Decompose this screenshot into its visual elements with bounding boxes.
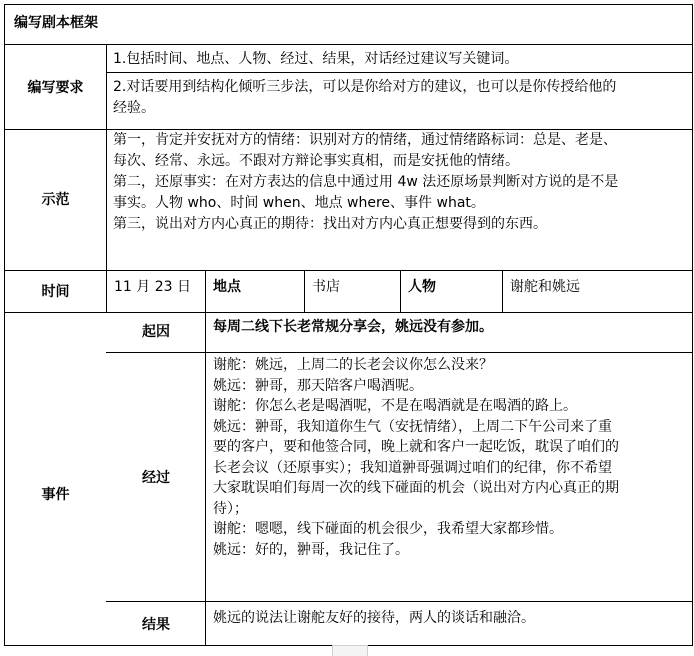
example-label: 示范	[41, 192, 70, 208]
result-label: 结果	[142, 617, 170, 633]
process-line: 要的客户，要和他签合同，晚上就和客户一起吃饭，耽误了咱们的	[213, 439, 619, 455]
process-line: 谢舵：姚远，上周二的长老会议你怎么没来？	[213, 357, 493, 373]
example-line: 第三，说出对方内心真正的期待：找出对方内心真正想要得到的东西。	[113, 216, 547, 232]
requirement-item-1: 1.包括时间、地点、人物、经过、结果，对话经过建议写关键词。	[113, 51, 519, 67]
col-line-main	[106, 44, 107, 312]
requirement-item-2-line-2: 经验。	[113, 100, 155, 116]
table-border-top	[4, 4, 693, 5]
process-line: 谢舵：你怎么老是喝酒呢，不是在喝酒就是在喝酒的路上。	[213, 398, 577, 414]
col-line-time-value	[304, 270, 305, 312]
people-value: 谢舵和姚远	[510, 279, 580, 295]
cause-label: 起因	[142, 324, 170, 340]
event-label: 事件	[41, 487, 70, 503]
page-title: 编写剧本框架	[14, 15, 98, 31]
row-line-time	[4, 312, 693, 313]
requirement-item-2-line-1: 2.对话要用到结构化倾听三步法，可以是你给对方的建议，也可以是你传授给他的	[113, 79, 617, 95]
col-line-people-value	[502, 270, 503, 312]
time-value: 11 月 23 日	[114, 279, 191, 295]
table-border-left	[4, 4, 5, 646]
row-line-example	[4, 270, 693, 271]
people-label: 人物	[408, 279, 436, 295]
example-line: 第二，还原事实：在对方表达的信息中通过用 4w 法还原场景判断对方说的是不是	[113, 174, 619, 190]
col-line-place-value	[400, 270, 401, 312]
process-line: 大家耽误咱们每周一次的线下碰面的机会（说出对方内心真正的期	[213, 480, 619, 496]
process-line: 姚远：翀哥，那天陪客户喝酒呢。	[213, 377, 423, 394]
row-line-process	[106, 601, 693, 602]
example-line: 每次、经常、永远。不跟对方辩论事实真相，而是安抚他的情绪。	[113, 153, 519, 169]
row-line-cause	[106, 352, 693, 353]
place-label: 地点	[213, 279, 241, 295]
row-line-req-inner	[106, 72, 693, 73]
process-label: 经过	[142, 470, 170, 486]
process-line: 长老会议（还原事实）；我知道翀哥强调过咱们的纪律，你不希望	[213, 459, 612, 476]
process-line: 待）；	[213, 500, 248, 517]
place-value: 书店	[312, 279, 340, 295]
table-border-right	[692, 4, 693, 646]
process-line: 姚远：好的，翀哥，我记住了。	[213, 541, 409, 558]
process-line: 谢舵：嗯嗯，线下碰面的机会很少，我希望大家都珍惜。	[213, 521, 563, 537]
row-line-title	[4, 44, 693, 45]
example-line: 事实。人物 who、时间 when、地点 where、事件 what。	[113, 195, 485, 211]
page-tab-handle[interactable]	[332, 645, 368, 656]
col-line-sub	[205, 270, 206, 646]
requirements-label: 编写要求	[27, 80, 84, 96]
time-label: 时间	[41, 284, 70, 300]
result-text: 姚远的说法让谢舵友好的接待，两人的谈话和融洽。	[213, 610, 535, 626]
cause-text: 每周二线下长老常规分享会，姚远没有参加。	[213, 319, 493, 335]
process-line: 姚远：翀哥，我知道你生气（安抚情绪），上周二下午公司来了重	[213, 418, 612, 435]
example-line: 第一，肯定并安抚对方的情绪：识别对方的情绪，通过情绪路标词：总是、老是、	[113, 132, 617, 148]
